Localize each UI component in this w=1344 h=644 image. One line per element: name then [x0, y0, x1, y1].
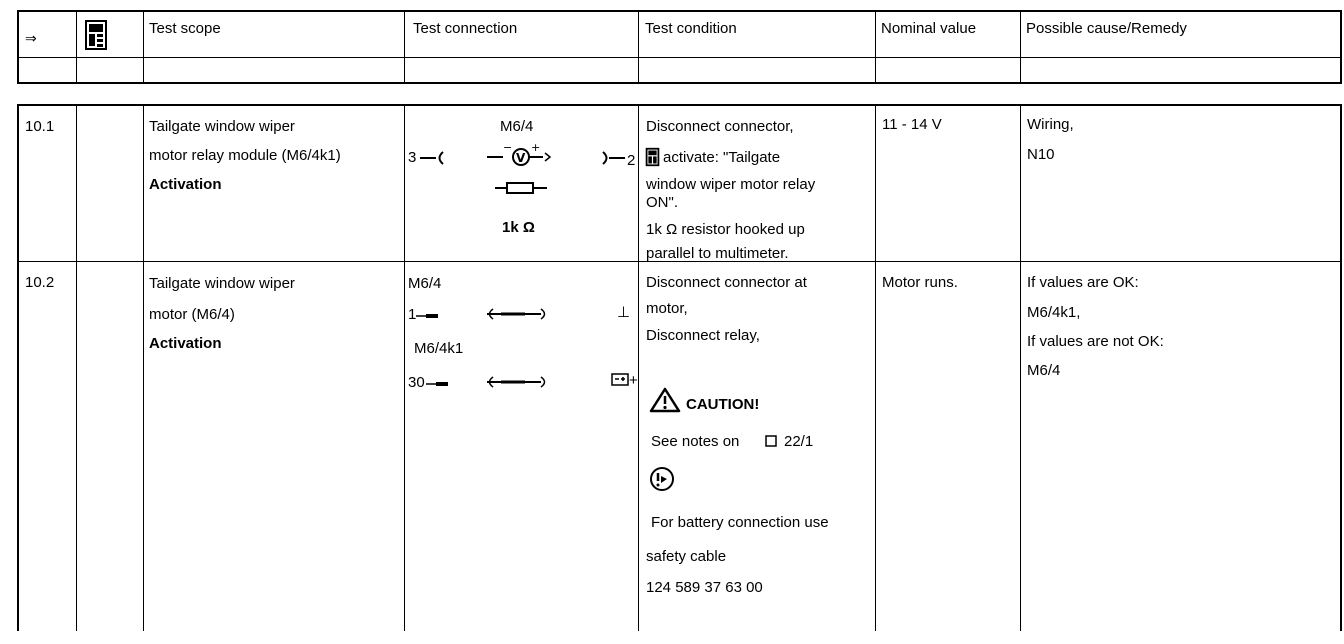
lead-stub	[426, 378, 452, 388]
test-scope-line: motor (M6/4)	[149, 306, 235, 323]
battery-note-line: 124 589 37 63 00	[646, 579, 763, 596]
condition-line: Disconnect relay,	[646, 327, 760, 344]
test-scope-activation: Activation	[149, 176, 222, 193]
hand-held-tester-icon	[646, 148, 659, 166]
condition-line: 1k Ω resistor hooked up	[646, 221, 805, 238]
remedy-line: M6/4k1,	[1027, 304, 1081, 321]
nominal-value: 11 - 14 V	[882, 116, 942, 133]
connection-pin-30: 30	[408, 374, 425, 391]
resistor-value: 1k Ω	[502, 219, 535, 236]
connection-relay: M6/4k1	[414, 340, 464, 357]
svg-text:−: −	[503, 141, 513, 154]
nominal-value: Motor runs.	[882, 274, 958, 291]
remedy-line: M6/4	[1027, 362, 1061, 379]
arrow-symbol: ⇒	[25, 30, 37, 46]
resistor-symbol	[493, 180, 549, 196]
remedy-line: If values are not OK:	[1027, 333, 1164, 350]
warning-triangle-icon	[649, 387, 681, 413]
connector-symbol	[599, 149, 629, 167]
battery-note-line: For battery connection use	[651, 514, 829, 531]
page-reference-icon	[765, 435, 777, 447]
condition-line: Disconnect connector at	[646, 274, 807, 291]
remedy-line: If values are OK:	[1027, 274, 1139, 291]
connection-pin-right: 2	[627, 152, 636, 169]
voltmeter-icon	[485, 141, 557, 169]
condition-line: activate: "Tailgate	[663, 149, 781, 166]
notes-reference: See notes on	[651, 433, 740, 450]
col-nominal-value: Nominal value	[881, 20, 977, 37]
battery-note-line: safety cable	[646, 548, 727, 565]
connection-pin-1: 1	[408, 306, 417, 323]
test-scope-line: Tailgate window wiper	[149, 118, 295, 135]
connection-component: M6/4	[408, 275, 442, 292]
header-table	[17, 10, 1342, 84]
lead-stub	[416, 310, 442, 320]
condition-line: window wiper motor relay	[646, 176, 816, 193]
step-number: 10.1	[25, 118, 55, 135]
hand-held-tester-icon	[85, 20, 107, 50]
col-possible-cause: Possible cause/Remedy	[1026, 20, 1187, 37]
connection-component: M6/4	[500, 118, 534, 135]
condition-line: motor,	[646, 300, 688, 317]
condition-line: parallel to multimeter.	[646, 245, 789, 262]
svg-text:+: +	[531, 141, 541, 154]
col-test-connection: Test connection	[413, 20, 518, 37]
col-test-condition: Test condition	[645, 20, 737, 37]
test-scope-line: Tailgate window wiper	[149, 275, 295, 292]
condition-line: ON".	[646, 194, 678, 211]
notes-page: 22/1	[784, 433, 814, 450]
battery-icon	[611, 372, 629, 386]
note-hand-icon	[648, 465, 676, 493]
connection-pin-left: 3	[408, 149, 417, 166]
caution-label: CAUTION!	[686, 396, 760, 413]
test-table	[17, 104, 1342, 631]
col-test-scope: Test scope	[149, 20, 221, 37]
condition-line: Disconnect connector,	[646, 118, 794, 135]
test-scope-line: motor relay module (M6/4k1)	[149, 147, 341, 164]
connector-symbol	[418, 149, 448, 167]
remedy-line: Wiring,	[1027, 116, 1074, 133]
remedy-line: N10	[1027, 146, 1055, 163]
test-lead-icon	[485, 306, 557, 322]
test-lead-icon	[485, 374, 557, 390]
step-number: 10.2	[25, 274, 55, 291]
svg-text:V: V	[516, 151, 526, 165]
battery-plus: +	[629, 372, 638, 389]
test-scope-activation: Activation	[149, 335, 222, 352]
ground-symbol: ⊥	[617, 304, 631, 321]
